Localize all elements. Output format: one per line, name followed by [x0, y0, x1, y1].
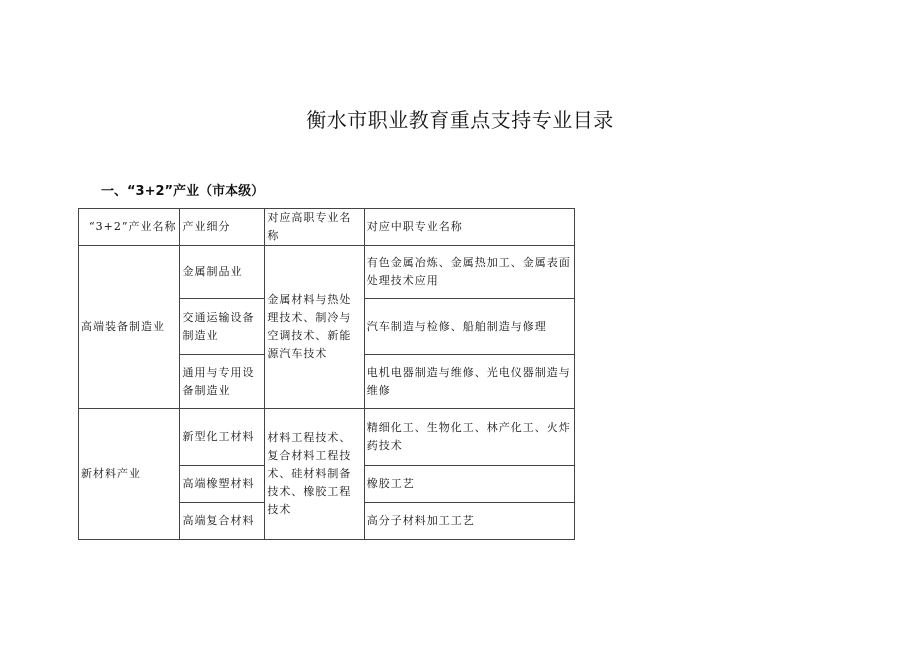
industry-cell: 高端装备制造业	[79, 246, 180, 409]
secondary-vocational-cell: 电机电器制造与维修、光电仪器制造与维修	[364, 355, 574, 409]
secondary-vocational-cell: 汽车制造与检修、船舶制造与修理	[364, 299, 574, 355]
industry-cell: 新材料产业	[79, 409, 180, 540]
secondary-vocational-cell: 橡胶工艺	[364, 466, 574, 503]
header-industry: “3+2”产业名称	[79, 209, 180, 246]
segment-cell: 通用与专用设备制造业	[180, 355, 265, 409]
header-segment: 产业细分	[180, 209, 265, 246]
secondary-vocational-cell: 精细化工、生物化工、林产化工、火炸药技术	[364, 409, 574, 466]
segment-cell: 高端复合材料	[180, 503, 265, 540]
table-header-row	[79, 209, 575, 246]
header-higher-vocational: 对应高职专业名称	[265, 209, 364, 246]
secondary-vocational-cell: 高分子材料加工工艺	[364, 503, 574, 540]
segment-cell: 交通运输设备制造业	[180, 299, 265, 355]
higher-vocational-cell: 材料工程技术、复合材料工程技术、硅材料制备技术、橡胶工程技术	[265, 409, 364, 540]
higher-vocational-cell: 金属材料与热处理技术、制冷与空调技术、新能源汽车技术	[265, 246, 364, 409]
major-catalog-table	[78, 208, 575, 540]
page-title: 衡水市职业教育重点支持专业目录	[306, 108, 614, 132]
header-secondary-vocational: 对应中职专业名称	[364, 209, 574, 246]
segment-cell: 金属制品业	[180, 246, 265, 299]
secondary-vocational-cell: 有色金属冶炼、金属热加工、金属表面处理技术应用	[364, 246, 574, 299]
table-row	[79, 246, 575, 299]
table-row	[79, 409, 575, 466]
segment-cell: 高端橡塑材料	[180, 466, 265, 503]
section-heading: 一、“3+2”产业（市本级）	[101, 184, 265, 199]
segment-cell: 新型化工材料	[180, 409, 265, 466]
